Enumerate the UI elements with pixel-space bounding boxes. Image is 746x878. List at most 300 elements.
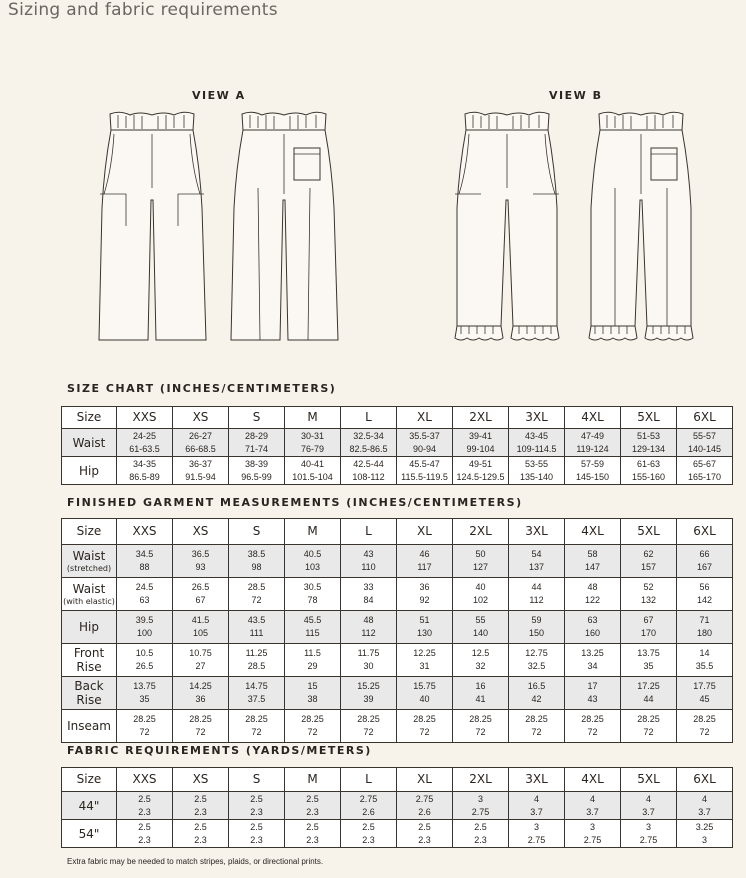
table-cell (453, 457, 509, 485)
table-cell (285, 644, 341, 677)
size-header-xs: XS (173, 519, 229, 545)
cell-secondary-value: 82.5-86.5 (349, 443, 388, 454)
table-cell (397, 677, 453, 710)
cell-secondary-value: 2.3 (250, 806, 263, 817)
cell-primary-value: 53-55 (524, 458, 549, 469)
cell-secondary-value: 91.5-94 (185, 471, 216, 482)
view-a-back-illustration (228, 108, 340, 346)
cell-primary-value: 16 (475, 681, 486, 691)
table-cell (621, 545, 677, 578)
cell-primary-value: 13.75 (133, 681, 156, 691)
cell-secondary-value: 37.5 (247, 694, 266, 704)
cell-secondary-value: 2.6 (418, 806, 431, 817)
cell-secondary-value: 35.5 (695, 661, 714, 671)
cell-primary-value: 28.25 (637, 714, 660, 724)
table-cell (677, 820, 733, 848)
cell-primary-value: 28.25 (133, 714, 156, 724)
table-cell (677, 710, 733, 743)
table-cell (341, 644, 397, 677)
size-header-3xl: 3XL (509, 768, 565, 792)
table-cell (509, 820, 565, 848)
size-header-6xl: 6XL (677, 519, 733, 545)
cell-secondary-value: 122 (584, 595, 601, 605)
cell-primary-value: 45.5-47 (409, 458, 440, 469)
table-cell (397, 578, 453, 611)
cell-primary-value: 46 (419, 549, 430, 559)
cell-primary-value: 51 (419, 615, 430, 625)
cell-secondary-value: 2.3 (306, 806, 319, 817)
cell-secondary-value: 72 (195, 727, 206, 737)
cell-primary-value: 28.25 (525, 714, 548, 724)
table-cell (621, 792, 677, 820)
table-cell (677, 644, 733, 677)
table-cell (565, 644, 621, 677)
row-label-main: Hip (79, 463, 99, 478)
cell-primary-value: 58 (587, 549, 598, 559)
table-cell (229, 545, 285, 578)
row-label-sub: (with elastic) (63, 596, 115, 606)
row-label (62, 429, 117, 457)
cell-primary-value: 16.5 (527, 681, 546, 691)
table-cell (621, 644, 677, 677)
cell-secondary-value: 119-124 (576, 443, 609, 454)
cell-primary-value: 28.25 (245, 714, 268, 724)
size-header-m: M (285, 519, 341, 545)
cell-primary-value: 26-27 (188, 430, 213, 441)
cell-secondary-value: 2.75 (527, 834, 546, 845)
cell-secondary-value: 129-134 (631, 443, 666, 454)
table-cell (621, 677, 677, 710)
table-cell (453, 429, 509, 457)
cell-primary-value: 4 (533, 793, 539, 804)
table-row (62, 644, 733, 677)
size-header-5xl: 5XL (621, 768, 677, 792)
table-cell (453, 611, 509, 644)
cell-secondary-value: 29 (307, 661, 318, 671)
cell-primary-value: 2.5 (138, 821, 151, 832)
row-label (62, 644, 117, 677)
table-cell (453, 792, 509, 820)
table-cell (453, 677, 509, 710)
cell-primary-value: 10.75 (189, 648, 212, 658)
cell-secondary-value: 2.3 (418, 834, 431, 845)
row-label (62, 792, 117, 820)
cell-secondary-value: 140-145 (687, 443, 722, 454)
cell-secondary-value: 71-74 (244, 443, 269, 454)
cell-primary-value: 28.25 (189, 714, 212, 724)
table-cell (173, 578, 229, 611)
row-label-sub: Rise (76, 660, 102, 674)
table-cell (565, 457, 621, 485)
cell-primary-value: 2.5 (194, 793, 207, 804)
cell-secondary-value: 2.75 (471, 806, 490, 817)
cell-secondary-value: 3 (701, 834, 707, 845)
cell-primary-value: 28.5 (247, 582, 266, 592)
table-cell (565, 677, 621, 710)
cell-primary-value: 55-57 (692, 430, 717, 441)
cell-primary-value: 28.25 (357, 714, 380, 724)
cell-primary-value: 35.5-37 (409, 430, 440, 441)
cell-secondary-value: 67 (195, 595, 206, 605)
cell-primary-value: 14.75 (245, 681, 268, 691)
table-cell (621, 578, 677, 611)
cell-secondary-value: 39 (363, 694, 374, 704)
table-cell (565, 429, 621, 457)
table-cell (509, 792, 565, 820)
cell-primary-value: 59 (531, 615, 542, 625)
cell-secondary-value: 112 (361, 628, 376, 638)
cell-secondary-value: 117 (417, 562, 432, 572)
cell-primary-value: 17.75 (693, 681, 716, 691)
cell-secondary-value: 2.3 (194, 834, 207, 845)
size-header-xxs: XXS (117, 519, 173, 545)
table-cell (341, 611, 397, 644)
cell-primary-value: 2.5 (194, 821, 207, 832)
cell-primary-value: 41.5 (191, 615, 210, 625)
cell-secondary-value: 41 (475, 694, 486, 704)
table-cell (117, 578, 173, 611)
cell-primary-value: 15.25 (357, 681, 380, 691)
fabric-requirements-table (61, 767, 733, 848)
size-header-row (62, 519, 733, 545)
table-cell (397, 644, 453, 677)
table-cell (509, 429, 565, 457)
cell-secondary-value: 93 (195, 562, 206, 572)
table-cell (677, 545, 733, 578)
table-cell (341, 792, 397, 820)
cell-secondary-value: 84 (363, 595, 374, 605)
cell-primary-value: 28.25 (301, 714, 324, 724)
row-label (62, 611, 117, 644)
cell-primary-value: 24-25 (132, 430, 157, 441)
table-cell (397, 429, 453, 457)
cell-primary-value: 50 (475, 549, 486, 559)
cell-primary-value: 2.5 (306, 821, 319, 832)
cell-secondary-value: 142 (696, 595, 713, 605)
cell-secondary-value: 132 (640, 595, 657, 605)
cell-primary-value: 2.5 (138, 793, 151, 804)
fabric-requirements-title: FABRIC REQUIREMENTS (YARDS/METERS) (67, 744, 372, 757)
view-b-front-illustration (451, 108, 563, 346)
table-cell (173, 644, 229, 677)
cell-secondary-value: 86.5-89 (129, 471, 160, 482)
size-header-xl: XL (397, 407, 453, 429)
cell-primary-value: 12.25 (413, 648, 436, 658)
cell-secondary-value: 124.5-129.5 (456, 471, 505, 482)
table-cell (117, 429, 173, 457)
cell-secondary-value: 2.3 (138, 834, 151, 845)
cell-secondary-value: 30 (363, 661, 374, 671)
cell-primary-value: 2.75 (415, 793, 434, 804)
cell-secondary-value: 32.5 (527, 661, 546, 671)
finished-measurements-table (61, 518, 733, 743)
cell-primary-value: 28-29 (244, 430, 269, 441)
cell-primary-value: 28.25 (693, 714, 716, 724)
size-header-l: L (341, 768, 397, 792)
cell-secondary-value: 102 (472, 595, 489, 605)
table-cell (285, 792, 341, 820)
cell-secondary-value: 72 (139, 727, 150, 737)
size-chart-title: SIZE CHART (INCHES/CENTIMETERS) (67, 382, 337, 395)
cell-secondary-value: 43 (587, 694, 598, 704)
table-cell (509, 545, 565, 578)
table-row (62, 578, 733, 611)
cell-primary-value: 67 (643, 615, 654, 625)
cell-primary-value: 49-51 (468, 458, 493, 469)
cell-primary-value: 40 (475, 582, 486, 592)
cell-primary-value: 40.5 (303, 549, 322, 559)
cell-primary-value: 17.25 (637, 681, 660, 691)
cell-primary-value: 36.5 (191, 549, 210, 559)
cell-primary-value: 2.5 (250, 793, 263, 804)
table-cell (565, 820, 621, 848)
table-cell (341, 457, 397, 485)
size-header-5xl: 5XL (621, 407, 677, 429)
table-cell (509, 457, 565, 485)
table-cell (621, 457, 677, 485)
cell-secondary-value: 3.7 (530, 806, 543, 817)
table-cell (117, 611, 173, 644)
cell-primary-value: 38-39 (244, 458, 269, 469)
cell-secondary-value: 72 (531, 727, 542, 737)
cell-secondary-value: 3.7 (698, 806, 711, 817)
cell-primary-value: 3 (589, 821, 595, 832)
table-cell (173, 792, 229, 820)
cell-primary-value: 12.5 (471, 648, 490, 658)
footnote: Extra fabric may be needed to match stripes, plaids, or directional prints. (67, 857, 324, 866)
table-cell (621, 710, 677, 743)
cell-primary-value: 2.5 (418, 821, 431, 832)
cell-primary-value: 62 (643, 549, 654, 559)
table-cell (229, 820, 285, 848)
cell-secondary-value: 2.75 (639, 834, 658, 845)
cell-secondary-value: 88 (139, 562, 150, 572)
cell-primary-value: 2.75 (359, 793, 378, 804)
cell-primary-value: 38.5 (247, 549, 266, 559)
cell-secondary-value: 2.3 (194, 806, 207, 817)
size-header-xxs: XXS (117, 768, 173, 792)
table-cell (229, 644, 285, 677)
table-cell (565, 578, 621, 611)
cell-secondary-value: 165-170 (687, 471, 722, 482)
row-label (62, 820, 117, 848)
table-cell (397, 545, 453, 578)
row-label-sub: Rise (76, 693, 102, 707)
cell-secondary-value: 157 (640, 562, 657, 572)
table-cell (509, 611, 565, 644)
table-cell (285, 545, 341, 578)
cell-secondary-value: 111 (249, 628, 264, 638)
table-row (62, 429, 733, 457)
size-header-4xl: 4XL (565, 519, 621, 545)
cell-secondary-value: 108-112 (352, 471, 385, 482)
cell-secondary-value: 140 (472, 628, 489, 638)
size-header-s: S (229, 519, 285, 545)
cell-secondary-value: 72 (363, 727, 374, 737)
page-title: Sizing and fabric requirements (8, 0, 278, 20)
table-cell (173, 820, 229, 848)
cell-primary-value: 32.5-34 (353, 430, 384, 441)
cell-primary-value: 63 (587, 615, 598, 625)
table-cell (117, 545, 173, 578)
cell-primary-value: 2.5 (306, 793, 319, 804)
cell-primary-value: 14 (699, 648, 710, 658)
table-row (62, 457, 733, 485)
size-header-2xl: 2XL (453, 519, 509, 545)
cell-secondary-value: 72 (643, 727, 654, 737)
cell-secondary-value: 2.3 (250, 834, 263, 845)
cell-primary-value: 43-45 (524, 430, 549, 441)
view-b-label: VIEW B (549, 89, 603, 102)
row-label (62, 677, 117, 710)
size-header-row (62, 768, 733, 792)
table-cell (565, 545, 621, 578)
cell-primary-value: 12.75 (525, 648, 548, 658)
cell-secondary-value: 135-140 (519, 471, 554, 482)
cell-secondary-value: 35 (139, 694, 150, 704)
table-cell (229, 677, 285, 710)
table-cell (173, 710, 229, 743)
cell-secondary-value: 44 (643, 694, 654, 704)
cell-primary-value: 57-59 (580, 458, 605, 469)
cell-primary-value: 54 (531, 549, 542, 559)
cell-secondary-value: 31 (419, 661, 430, 671)
row-label-sub: (stretched) (66, 563, 112, 573)
cell-primary-value: 39.5 (135, 615, 154, 625)
size-header-l: L (341, 407, 397, 429)
cell-primary-value: 39-41 (468, 430, 493, 441)
size-header-6xl: 6XL (677, 407, 733, 429)
cell-secondary-value: 66-68.5 (185, 443, 216, 454)
cell-secondary-value: 3.7 (642, 806, 655, 817)
cell-primary-value: 61-63 (636, 458, 661, 469)
cell-primary-value: 66 (699, 549, 710, 559)
size-header-xs: XS (173, 768, 229, 792)
cell-secondary-value: 34 (587, 661, 598, 671)
table-cell (285, 710, 341, 743)
cell-primary-value: 34-35 (132, 458, 157, 469)
size-column-header: Size (62, 519, 117, 545)
row-label-main: Front (73, 646, 105, 660)
cell-secondary-value: 2.3 (362, 834, 375, 845)
cell-secondary-value: 110 (361, 562, 376, 572)
cell-secondary-value: 99-104 (466, 443, 495, 454)
table-cell (117, 820, 173, 848)
table-cell (621, 820, 677, 848)
table-cell (285, 429, 341, 457)
cell-primary-value: 43 (363, 549, 374, 559)
table-cell (677, 457, 733, 485)
table-row (62, 545, 733, 578)
table-row (62, 820, 733, 848)
cell-secondary-value: 40 (419, 694, 430, 704)
table-cell (453, 545, 509, 578)
size-chart-table (61, 406, 733, 485)
table-cell (285, 820, 341, 848)
cell-primary-value: 34.5 (135, 549, 154, 559)
table-row (62, 792, 733, 820)
view-b-back-illustration (585, 108, 697, 346)
table-cell (117, 710, 173, 743)
table-cell (509, 677, 565, 710)
cell-primary-value: 2.5 (362, 821, 375, 832)
cell-secondary-value: 105 (192, 628, 209, 638)
table-cell (285, 611, 341, 644)
cell-primary-value: 4 (589, 793, 595, 804)
cell-secondary-value: 2.75 (583, 834, 602, 845)
cell-secondary-value: 61-63.5 (129, 443, 160, 454)
table-cell (397, 710, 453, 743)
table-cell (229, 457, 285, 485)
cell-secondary-value: 98 (251, 562, 262, 572)
size-header-xxs: XXS (117, 407, 173, 429)
cell-primary-value: 44 (531, 582, 542, 592)
table-cell (509, 578, 565, 611)
cell-secondary-value: 72 (251, 595, 262, 605)
table-cell (677, 611, 733, 644)
cell-primary-value: 48 (363, 615, 374, 625)
row-label (62, 457, 117, 485)
cell-secondary-value: 72 (419, 727, 430, 737)
cell-secondary-value: 90-94 (412, 443, 437, 454)
cell-primary-value: 30.5 (303, 582, 322, 592)
cell-primary-value: 3 (645, 821, 651, 832)
cell-primary-value: 28.25 (469, 714, 492, 724)
table-cell (621, 611, 677, 644)
cell-primary-value: 56 (699, 582, 710, 592)
cell-primary-value: 36 (419, 582, 430, 592)
cell-primary-value: 51-53 (636, 430, 661, 441)
cell-secondary-value: 170 (640, 628, 657, 638)
cell-secondary-value: 2.3 (306, 834, 319, 845)
cell-secondary-value: 167 (696, 562, 713, 572)
row-label-main: Hip (79, 620, 99, 634)
cell-primary-value: 28.25 (581, 714, 604, 724)
table-cell (341, 429, 397, 457)
cell-primary-value: 33 (363, 582, 374, 592)
cell-secondary-value: 100 (136, 628, 153, 638)
table-cell (341, 677, 397, 710)
cell-primary-value: 42.5-44 (353, 458, 384, 469)
table-cell (173, 611, 229, 644)
size-header-6xl: 6XL (677, 768, 733, 792)
row-label-main: Waist (72, 581, 106, 596)
cell-secondary-value: 45 (699, 694, 710, 704)
size-header-s: S (229, 768, 285, 792)
cell-primary-value: 28.25 (413, 714, 436, 724)
cell-secondary-value: 130 (416, 628, 433, 638)
cell-primary-value: 4 (645, 793, 651, 804)
cell-primary-value: 17 (587, 681, 598, 691)
cell-secondary-value: 115 (305, 628, 320, 638)
table-cell (173, 677, 229, 710)
table-cell (173, 429, 229, 457)
cell-secondary-value: 76-79 (300, 443, 325, 454)
table-cell (117, 644, 173, 677)
cell-primary-value: 47-49 (580, 430, 605, 441)
cell-primary-value: 14.25 (189, 681, 212, 691)
cell-primary-value: 3 (533, 821, 539, 832)
size-header-xl: XL (397, 768, 453, 792)
table-cell (229, 429, 285, 457)
size-header-xs: XS (173, 407, 229, 429)
table-cell (621, 429, 677, 457)
size-header-3xl: 3XL (509, 519, 565, 545)
table-row (62, 677, 733, 710)
size-header-2xl: 2XL (453, 407, 509, 429)
cell-secondary-value: 32 (475, 661, 486, 671)
cell-secondary-value: 27 (195, 661, 206, 671)
